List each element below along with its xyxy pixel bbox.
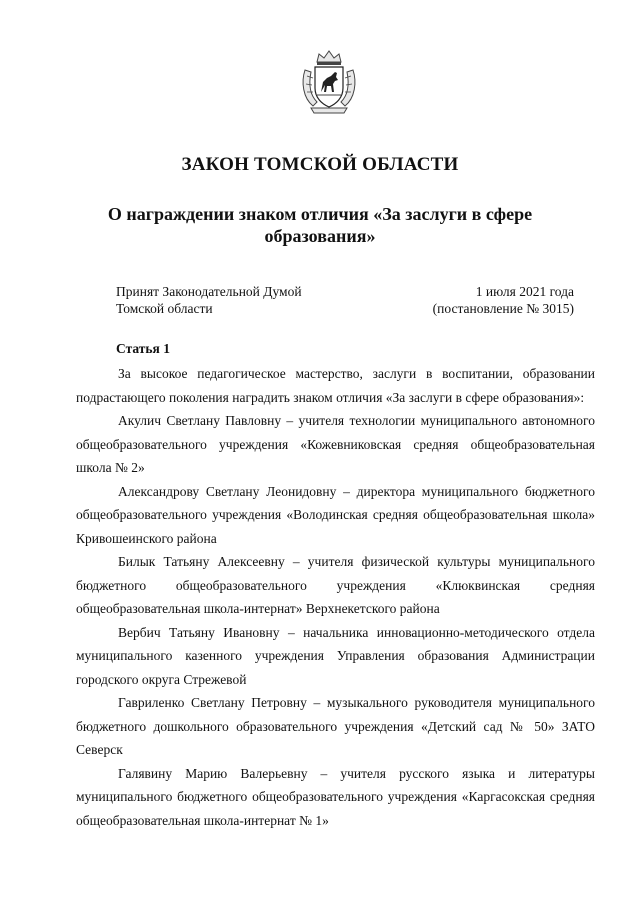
law-subtitle: О награждении знаком отличия «За заслуги в сфере образования» <box>107 204 533 246</box>
article-heading: Статья 1 <box>116 341 170 356</box>
paragraph: Акулич Светлану Павловну – учителя технологии муниципального автономного общеобразовательного учреждения «Кожевниковская средняя общеобразовательная школа № 2» <box>76 413 595 475</box>
paragraph: За высокое педагогическое мастерство, заслуги в воспитании, образовании подрастающего поколения наградить знаком отличия «За заслуги в сфере образования»: <box>76 366 595 405</box>
article-body <box>76 362 595 832</box>
paragraph: Вербич Татьяну Ивановну – начальника инновационно-методического отдела муниципального казенного учреждения Управления образования Администрации городского округа Стрежевой <box>76 624 595 687</box>
paragraph: Галявину Марию Валерьевну – учителя русского языка и литературы муниципального бюджетного общеобразовательного учреждения «Каргасокская средняя общеобразовательная школа-интернат № 1» <box>76 765 595 828</box>
paragraph: Гавриленко Светлану Петровну – музыкального руководителя муниципального бюджетного дошкольного образовательного учреждения «Детский сад № 50» ЗАТО Северск <box>76 695 595 757</box>
adoption-body <box>116 283 302 317</box>
adoption-resolution-line: (постановление № 3015) <box>432 301 574 316</box>
law-title: ЗАКОН ТОМСКОЙ ОБЛАСТИ <box>181 154 459 175</box>
paragraph: Александрову Светлану Леонидовну – директора муниципального бюджетного общеобразовательного учреждения «Володинская средняя общеобразовательная школа» Кривошеинского района <box>76 483 595 546</box>
adoption-date <box>433 283 574 317</box>
adoption-date-line-1: 1 июля 2021 года <box>475 284 574 299</box>
adoption-body-line-1: Принят Законодательной Думой <box>116 284 302 299</box>
coat-of-arms-icon <box>297 48 361 116</box>
adoption-body-line-2: Томской области <box>116 301 213 316</box>
paragraph: Билык Татьяну Алексеевну – учителя физической культуры муниципального бюджетного общеобразовательного учреждения «Клюквинская средняя общеобразовательная школа-интернат» Верхнекетского района <box>76 554 595 616</box>
